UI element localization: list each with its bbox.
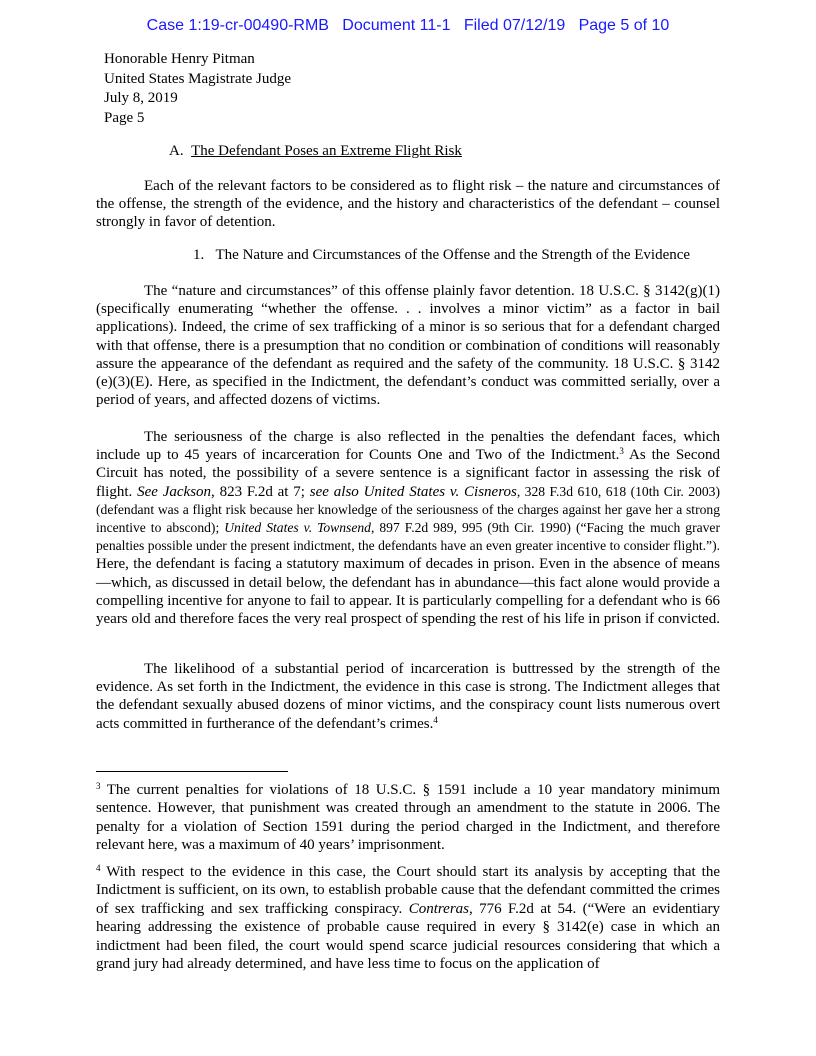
paragraph-flight-factors: Each of the relevant factors to be considered as to flight risk – the nature and circumstances of the offense, the strength of the evidence, and the history and characteristics of the defendant – counsel strongly in favor of detention. bbox=[96, 178, 720, 231]
paragraph-penalties: The seriousness of the charge is also reflected in the penalties the defendant faces, which include up to 45 years of incarceration for Counts One and Two of the Indictment.$^3$ As the Second Circuit has noted, the possibility of a severe sentence is a significant factor in assessing the risk of flight. See Jackson, 823 F.2d at 7; see also United States v. Cisneros, 328 F.3d 610, 618 (10th Cir. 2003) (defendant was a flight risk because her knowledge of the seriousness of the charges against her gave her a strong incentive to abscond); United States v. Townsend, 897 F.2d 989, 995 (9th Cir. 1990) (“Facing the much graver penalties possible under the present indictment, the defendants have an even greater incentive to consider flight.”). Here, the defendant is facing a statutory maximum of decades in prison. Even in the absence of means—which, as discussed in detail below, the defendant has in abundance—this fact alone would provide a compelling incentive for anyone to fail to appear. It is particularly compelling for a defendant who is 66 years old and therefore faces the very real prospect of spending the rest of his life in prison if convicted. bbox=[96, 429, 720, 628]
letterhead bbox=[104, 50, 291, 128]
footnote-4: $^4$ With respect to the evidence in this case, the Court should start its analysis by accepting that the Indictment is sufficient, on its own, to establish probable cause that the defendant committed the crimes of sex trafficking and sex trafficking conspiracy. Contreras, 776 F.2d at 54. (“Were an evidentiary hearing addressing the existence of probable cause required in every § 3142(e) case in which an indictment had been filed, the court would spend scarce judicial resources considering that which a grand jury had already determined, and have less time to focus on the application of bbox=[96, 863, 720, 973]
section-a-marker: A. bbox=[169, 143, 184, 159]
citation-jackson: See Jackson bbox=[137, 483, 212, 500]
footnote-3-number: 3 bbox=[96, 781, 101, 791]
addressee-name: Honorable Henry Pitman bbox=[104, 51, 255, 67]
page-label: Page 5 bbox=[104, 109, 145, 126]
footnote-3: $^3$ The current penalties for violations of 18 U.S.C. § 1591 include a 10 year mandatory minimum sentence. However, that punishment was created through an amendment to the statute in 2006. The penalty for a violation of Section 1591 during the period charged in the Indictment, and therefore relevant here, was a maximum of 40 years’ imprisonment. bbox=[96, 781, 720, 854]
case-header: Case 1:19-cr-00490-RMB Document 11-1 Filed 07/12/19 Page 5 of 10 bbox=[146, 17, 670, 34]
addressee-title: United States Magistrate Judge bbox=[104, 70, 292, 87]
section-1-heading bbox=[193, 246, 690, 265]
citation-townsend: United States v. Townsend bbox=[224, 520, 371, 536]
paragraph-strength-evidence: The likelihood of a substantial period of incarceration is buttressed by the strength of the evidence. As set forth in the Indictment, the evidence in this case is strong. The Indictment alleges that the defendant sexually abused dozens of minor victims, and the conspiracy count lists numerous overt acts committed in furtherance of the defendant’s crimes.$^4$ bbox=[96, 661, 720, 732]
citation-contreras: Contreras bbox=[408, 900, 469, 917]
section-a-title: The Defendant Poses an Extreme Flight Risk bbox=[191, 143, 462, 159]
section-a-heading bbox=[169, 142, 462, 161]
citation-cisneros: see also United States v. Cisneros bbox=[309, 483, 517, 500]
footnote-ref-3: 3 bbox=[619, 446, 624, 457]
paragraph-nature-circumstances: The “nature and circumstances” of this offense plainly favor detention. 18 U.S.C. § 3142(g)(1) (specifically enumerating “whether the offense. . . involves a minor victim” as a factor in bail applications). Indeed, the crime of sex trafficking of a minor is so serious that for a defendant charged with that offense, there is a presumption that no condition or combination of conditions will reasonably assure the appearance of the defendant as required and the safety of the community. 18 U.S.C. § 3142 (e)(3)(E). Here, as specified in the Indictment, the defendant’s conduct was committed serially, over a period of years, and affected dozens of victims. bbox=[96, 283, 720, 409]
footnote-separator bbox=[96, 771, 288, 772]
footnote-4-number: 4 bbox=[96, 863, 101, 873]
section-1-marker: 1. bbox=[193, 247, 205, 263]
letter-date: July 8, 2019 bbox=[104, 90, 178, 106]
footnote-ref-4: 4 bbox=[433, 714, 438, 725]
section-1-title: The Nature and Circumstances of the Offense and the Strength of the Evidence bbox=[215, 247, 691, 263]
